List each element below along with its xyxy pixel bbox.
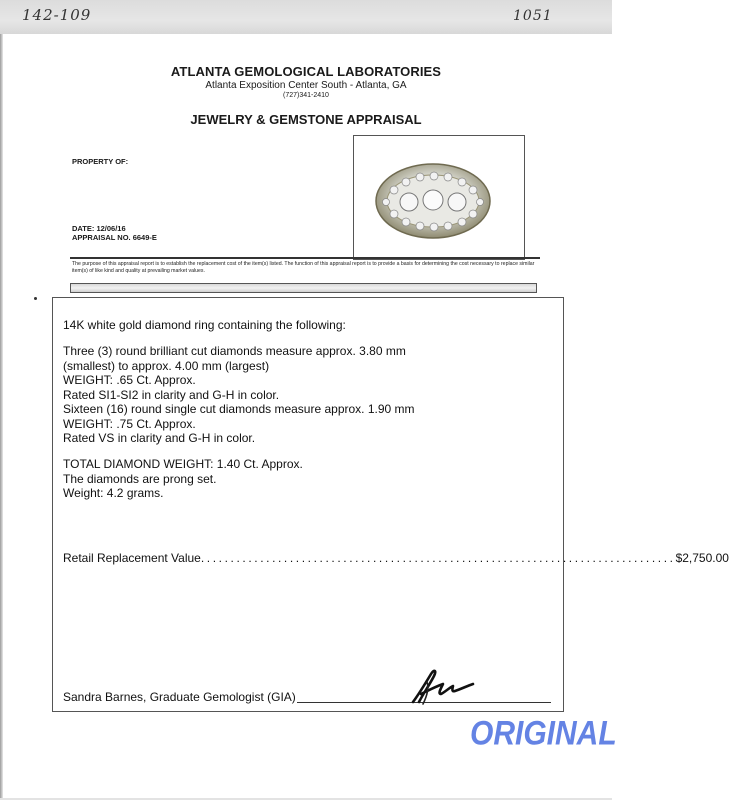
detail-line: Rated SI1-SI2 in clarity and G-H in color. <box>63 387 280 402</box>
lab-name: ATLANTA GEMOLOGICAL LABORATORIES <box>170 64 442 79</box>
detail-line: WEIGHT: .75 Ct. Approx. <box>63 416 196 431</box>
property-of-label: PROPERTY OF: <box>72 157 129 166</box>
original-stamp: ORIGINAL <box>470 714 617 753</box>
summary-line: The diamonds are prong set. <box>63 471 217 486</box>
lab-address: Atlanta Exposition Center South - Atlanta, GA <box>205 80 407 91</box>
summary-details <box>63 457 303 501</box>
document-title: JEWELRY & GEMSTONE APPRAISAL <box>190 112 422 127</box>
replacement-value-amount: $2,750.00 <box>675 551 729 565</box>
item-photo <box>353 135 525 260</box>
detail-line: Three (3) round brilliant cut diamonds measure approx. 3.80 mm <box>63 344 406 358</box>
decorative-bar <box>70 283 537 293</box>
lab-phone: (727)341-2410 <box>283 92 329 99</box>
detail-line: WEIGHT: .65 Ct. Approx. <box>63 373 196 387</box>
scan-left-edge <box>0 34 3 800</box>
purpose-statement: The purpose of this appraisal report is to establish the replacement cost of the item(s) listed. The function of this appraisal report is to provide a basis for determining the cost necessary to replace similar item(s) of like kind and quality at prevailing market values. <box>72 261 535 274</box>
item-intro: 14K white gold diamond ring containing the following: <box>63 318 346 332</box>
replacement-value-row <box>63 551 729 565</box>
letterhead <box>0 64 612 127</box>
signature-icon <box>407 664 477 706</box>
appraisal-number-label: APPRAISAL NO. 6649-E <box>72 233 157 242</box>
divider-rule <box>70 257 540 259</box>
detail-line: Rated VS in clarity and G-H in color. <box>63 431 256 445</box>
appraiser-name: Sandra Barnes, Graduate Gemologist (GIA) <box>63 690 296 704</box>
summary-line: Weight: 4.2 grams. <box>63 486 164 500</box>
date-label: DATE: 12/06/16 <box>72 224 126 233</box>
replacement-value-label: Retail Replacement Value <box>63 551 201 565</box>
dot-leader: ................................................................................ <box>200 551 676 565</box>
handwritten-note-left: 142-109 <box>22 6 92 24</box>
ring-photo-icon <box>374 162 492 240</box>
summary-line: TOTAL DIAMOND WEIGHT: 1.40 Ct. Approx. <box>63 457 303 471</box>
detail-line: Sixteen (16) round single cut diamonds measure approx. 1.90 mm <box>63 402 415 416</box>
diamond-details <box>63 344 415 446</box>
detail-line: (smallest) to approx. 4.00 mm (largest) <box>63 358 270 373</box>
scan-speck <box>34 297 37 300</box>
handwritten-note-right: 1051 <box>513 8 553 24</box>
